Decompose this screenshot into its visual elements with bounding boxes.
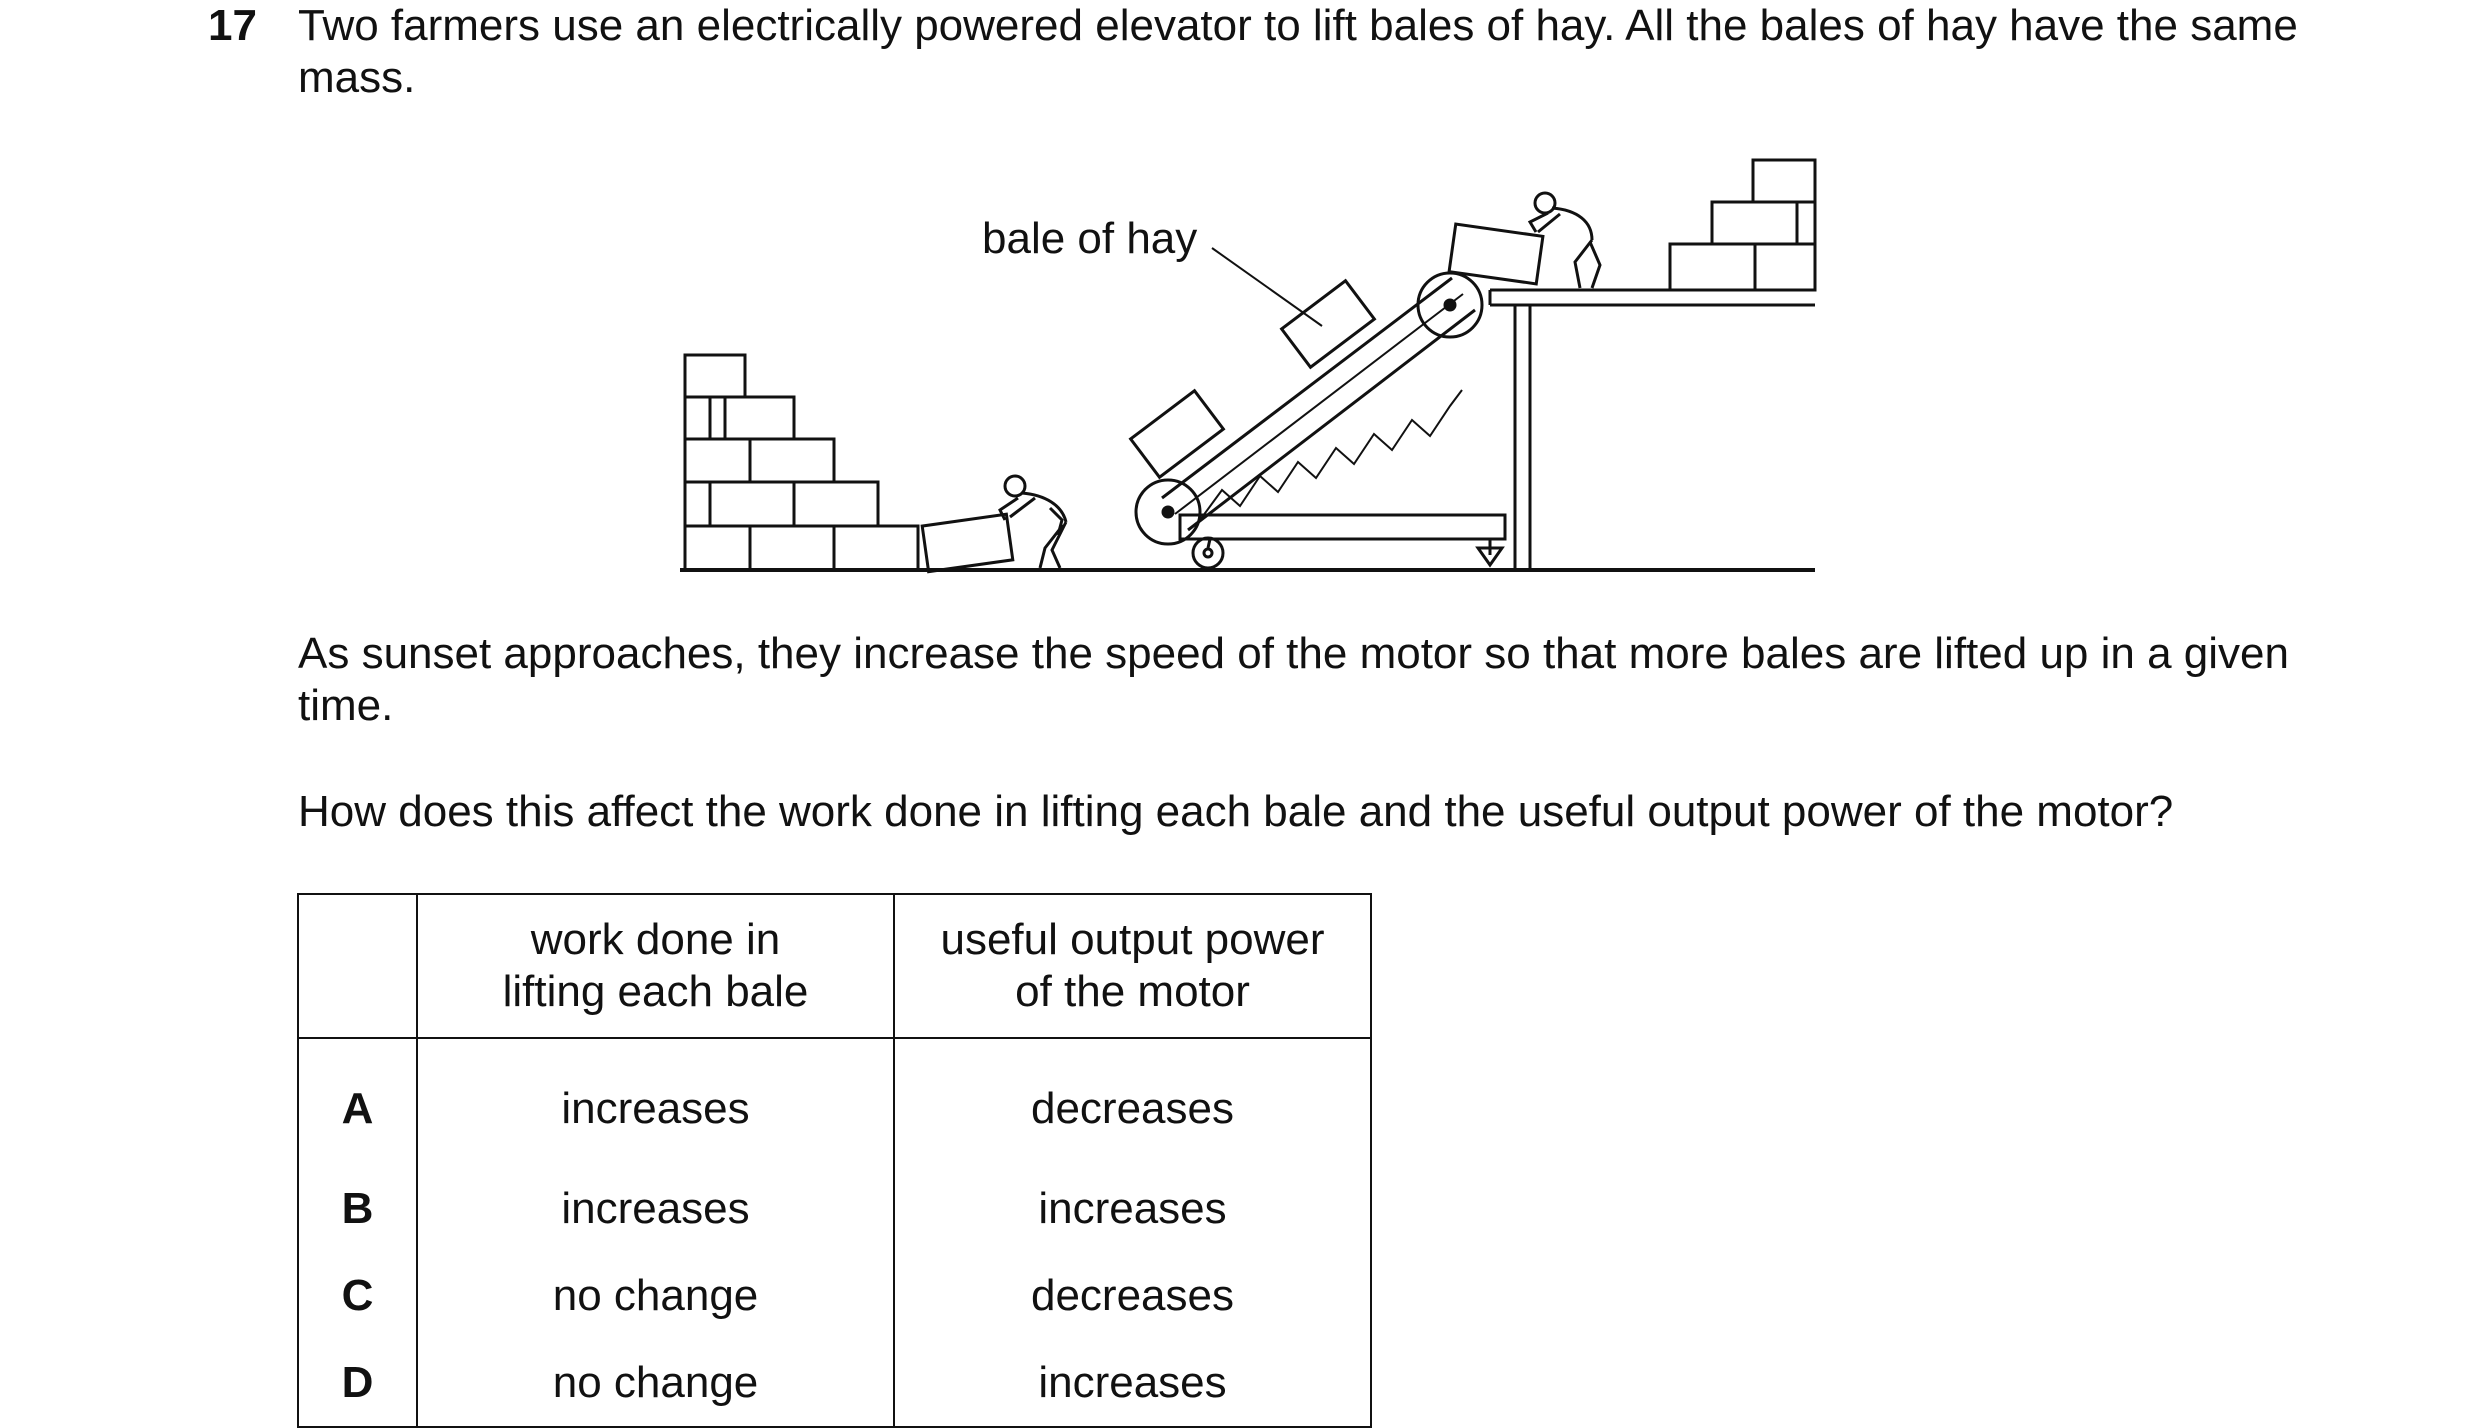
left-bale-stack [685,355,918,570]
elevator-frame [1180,515,1505,568]
question-number: 17 [208,1,257,50]
hay-elevator-diagram [0,0,2480,620]
option-work: no change [417,1252,894,1339]
option-row-c[interactable] [298,1252,1371,1339]
option-letter: C [298,1252,417,1339]
label-leader-line [1212,248,1322,326]
option-letter: D [298,1339,417,1427]
question-prompt: How does this affect the work done in lifting each bale and the useful output power of the motor? [298,787,2174,836]
bale-bottom [922,514,1013,571]
platform [1490,290,1815,570]
option-letter: B [298,1165,417,1252]
option-power: increases [894,1165,1371,1252]
bale-of-hay-label: bale of hay [982,214,1198,263]
farmer-bottom [1000,476,1066,568]
right-bale-stack [1670,160,1815,290]
answer-options-table [297,893,1372,1428]
header-work-done [417,894,894,1038]
option-row-b[interactable] [298,1165,1371,1252]
header-work-line1: work done in [530,915,781,964]
header-power-line1: useful output power [940,915,1325,964]
option-row-a[interactable] [298,1038,1371,1165]
option-power: increases [894,1339,1371,1427]
bale-on-conveyor-lower [1131,391,1224,477]
option-power: decreases [894,1038,1371,1165]
table-header-row [298,894,1371,1038]
bale-top [1449,224,1543,284]
option-row-d[interactable] [298,1339,1371,1427]
header-work-line2: lifting each bale [502,967,809,1016]
option-work: increases [417,1165,894,1252]
option-letter: A [298,1038,417,1165]
header-power-line2: of the motor [1015,967,1250,1016]
header-blank-cell [298,894,417,1038]
conveyor-belt [1136,273,1482,544]
question-context: As sunset approaches, they increase the speed of the motor so that more bales are lifted up in a given time. [298,629,2289,730]
bale-on-conveyor-upper [1282,281,1375,367]
option-work: increases [417,1038,894,1165]
header-output-power [894,894,1371,1038]
option-power: decreases [894,1252,1371,1339]
option-work: no change [417,1339,894,1427]
question-intro: Two farmers use an electrically powered elevator to lift bales of hay. All the bales of hay have the same mass. [298,1,2298,102]
farmer-top [1530,193,1600,288]
